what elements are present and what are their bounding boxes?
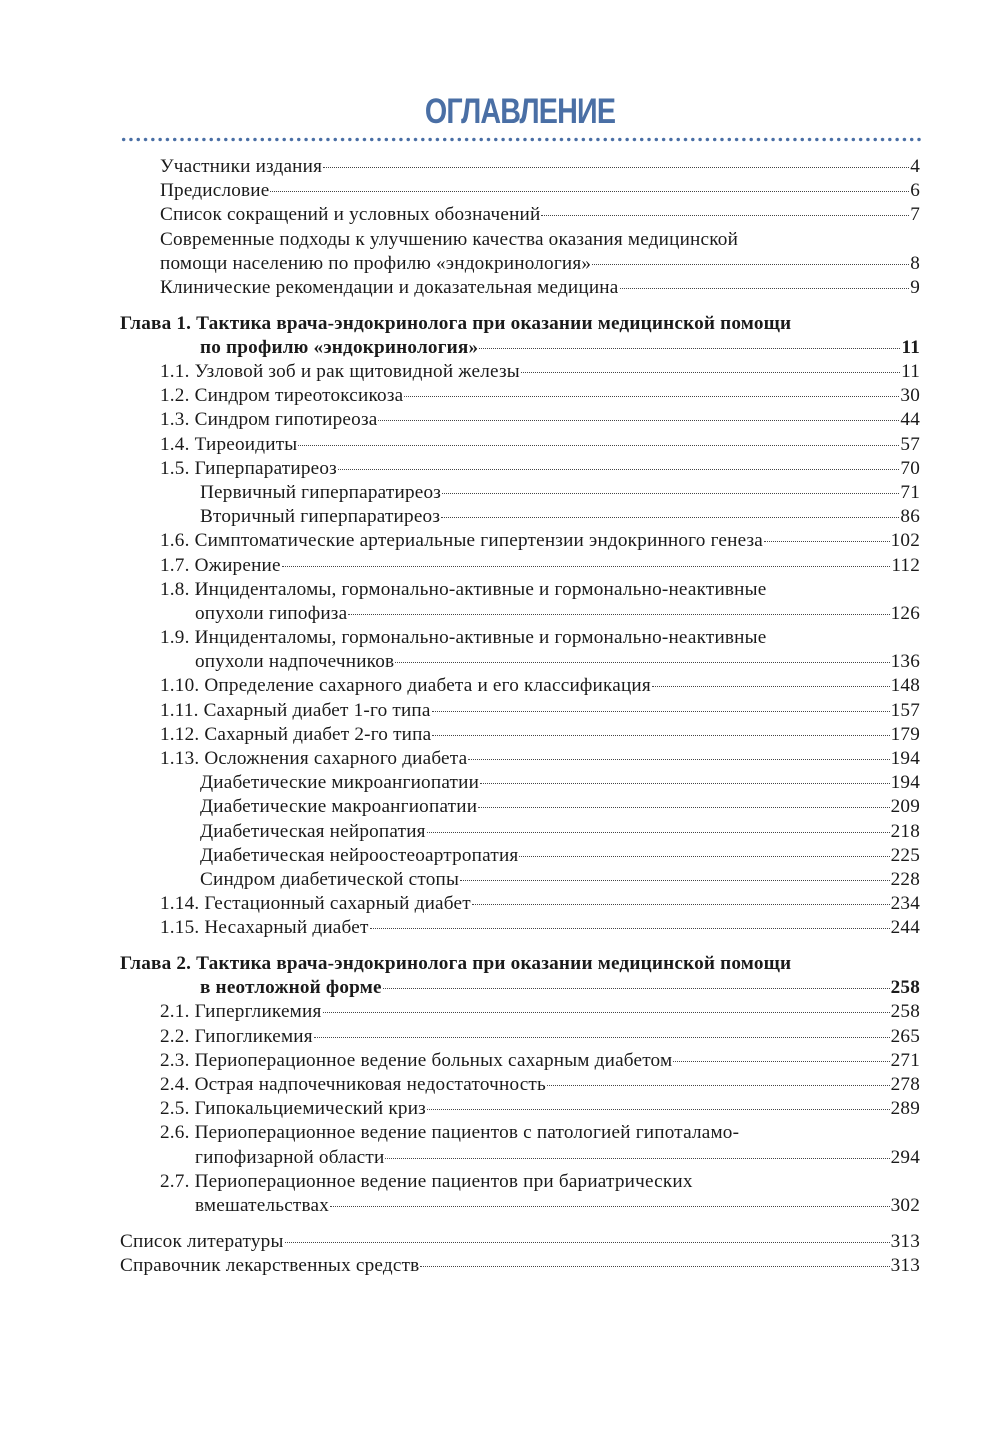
dot-leader xyxy=(460,880,890,881)
toc-entry[interactable] xyxy=(0,203,1000,227)
toc-entry[interactable] xyxy=(0,408,1000,432)
dot-leader xyxy=(395,662,889,663)
toc-entry-title: 2.7. Периоперационное ведение пациентов при бариатрических xyxy=(160,1170,693,1192)
toc-entry[interactable] xyxy=(0,433,1000,457)
dot-leader xyxy=(441,517,899,518)
toc-entry-line xyxy=(0,578,1000,602)
dot-leader xyxy=(404,396,899,397)
toc-entry[interactable] xyxy=(0,771,1000,795)
toc-entry[interactable] xyxy=(0,650,1000,674)
toc-entry-title: 1.12. Сахарный диабет 2-го типа xyxy=(160,723,432,745)
toc-entry[interactable] xyxy=(0,795,1000,819)
table-of-contents xyxy=(0,155,1000,1278)
dot-leader xyxy=(298,445,899,446)
toc-entry[interactable] xyxy=(0,747,1000,771)
toc-entry[interactable] xyxy=(0,723,1000,747)
page-number: 112 xyxy=(891,554,920,576)
toc-entry-line xyxy=(0,1170,1000,1194)
page-number: 136 xyxy=(890,651,920,673)
dot-leader xyxy=(378,420,899,421)
page-number: 86 xyxy=(900,506,920,528)
page-number: 102 xyxy=(890,530,920,552)
toc-entry[interactable] xyxy=(0,1097,1000,1121)
toc-entry[interactable] xyxy=(0,529,1000,553)
page-number: 258 xyxy=(890,1001,920,1023)
dot-leader xyxy=(541,215,909,216)
page-number: 228 xyxy=(890,868,920,890)
toc-entry[interactable] xyxy=(0,1025,1000,1049)
toc-entry[interactable] xyxy=(0,674,1000,698)
toc-entry-title: в неотложной форме xyxy=(200,977,382,999)
page-number: 294 xyxy=(890,1146,920,1168)
section-gap xyxy=(0,1218,1000,1230)
toc-entry-title: 1.9. Инциденталомы, гормонально-активные и гормонально-неактивные xyxy=(160,627,767,649)
page-number: 57 xyxy=(900,433,920,455)
toc-entry-title: опухоли надпочечников xyxy=(195,651,395,673)
page-number: 6 xyxy=(910,180,920,202)
toc-entry-line xyxy=(0,228,1000,252)
toc-entry-title: Участники издания xyxy=(160,156,323,177)
dot-leader xyxy=(427,1109,890,1110)
toc-entry-title: 1.1. Узловой зоб и рак щитовидной железы xyxy=(160,361,520,382)
toc-entry-title: 1.4. Тиреоидиты xyxy=(160,433,298,455)
toc-entry[interactable] xyxy=(0,699,1000,723)
toc-entry-title: Справочник лекарственных средств xyxy=(120,1254,420,1276)
toc-entry-title: 1.3. Синдром гипотиреоза xyxy=(160,409,378,431)
page-number: 7 xyxy=(910,204,920,226)
toc-entry-line xyxy=(0,626,1000,650)
page-number: 313 xyxy=(890,1230,920,1252)
dot-leader xyxy=(547,1085,890,1086)
page-number: 258 xyxy=(890,977,920,999)
toc-entry-title: 2.6. Периоперационное ведение пациентов с патологией гипоталамо- xyxy=(160,1122,740,1144)
page-number: 9 xyxy=(910,276,920,298)
toc-entry-title: 2.4. Острая надпочечниковая недостаточность xyxy=(160,1073,546,1095)
toc-entry-title: 1.14. Гестационный сахарный диабет xyxy=(160,893,471,915)
toc-entry[interactable] xyxy=(0,1073,1000,1097)
toc-entry-title: гипофизарной области xyxy=(195,1146,385,1168)
page-number: 157 xyxy=(890,699,920,721)
toc-entry-title: Список литературы xyxy=(120,1230,284,1252)
toc-entry[interactable] xyxy=(0,976,1000,1000)
toc-entry[interactable] xyxy=(0,844,1000,868)
toc-entry-title: 2.1. Гипергликемия xyxy=(160,1001,322,1023)
dot-leader xyxy=(764,541,890,542)
toc-entry[interactable] xyxy=(0,1254,1000,1278)
toc-entry-title: 2.2. Гипогликемия xyxy=(160,1025,313,1047)
dot-leader xyxy=(427,832,890,833)
page-number: 8 xyxy=(910,252,920,274)
toc-entry-title: Глава 1. Тактика врача-эндокринолога при оказании медицинской помощи xyxy=(120,312,792,334)
page-number: 289 xyxy=(890,1098,920,1120)
toc-entry-title: Диабетические микроангиопатии xyxy=(200,772,480,794)
toc-entry[interactable] xyxy=(0,554,1000,578)
toc-entry[interactable] xyxy=(0,602,1000,626)
dot-leader xyxy=(330,1206,890,1207)
dot-leader xyxy=(521,372,900,373)
toc-entry-title: 2.5. Гипокальциемический криз xyxy=(160,1098,426,1120)
dot-leader xyxy=(479,348,900,349)
toc-entry-title: 1.6. Симптоматические артериальные гипертензии эндокринного генеза xyxy=(160,530,764,552)
toc-entry[interactable] xyxy=(0,179,1000,203)
dot-leader xyxy=(519,856,889,857)
dot-leader xyxy=(314,1037,890,1038)
page-title: ОГЛАВЛЕНИЕ xyxy=(424,92,616,131)
toc-entry[interactable] xyxy=(0,457,1000,481)
toc-entry-title: 1.8. Инциденталомы, гормонально-активные и гормонально-неактивные xyxy=(160,578,767,600)
toc-entry[interactable] xyxy=(0,820,1000,844)
dot-leader xyxy=(370,928,890,929)
dot-leader xyxy=(383,988,890,989)
page-number: 313 xyxy=(890,1254,920,1276)
page-number: 194 xyxy=(890,748,920,769)
dot-leader xyxy=(385,1158,889,1159)
page-number: 70 xyxy=(900,457,920,479)
section-gap xyxy=(0,300,1000,312)
toc-entry-title: 1.5. Гиперпаратиреоз xyxy=(160,457,337,479)
page-number: 218 xyxy=(890,820,920,842)
toc-entry-title: Современные подходы к улучшению качества оказания медицинской xyxy=(160,228,739,250)
toc-entry-title: по профилю «эндокринология» xyxy=(200,336,479,358)
dot-leader xyxy=(620,288,910,289)
dot-leader xyxy=(282,566,891,567)
page-number: 278 xyxy=(890,1073,920,1095)
toc-entry-title: 2.3. Периоперационное ведение больных сахарным диабетом xyxy=(160,1049,673,1071)
page-number: 11 xyxy=(901,361,920,382)
page-number: 302 xyxy=(890,1194,920,1216)
page-number: 179 xyxy=(890,723,920,745)
dot-leader xyxy=(432,711,890,712)
toc-entry-title: Диабетическая нейропатия xyxy=(200,820,426,842)
toc-entry[interactable] xyxy=(0,155,1000,179)
dot-leader xyxy=(348,614,889,615)
toc-entry[interactable] xyxy=(0,360,1000,384)
page-number: 234 xyxy=(890,893,920,915)
toc-entry-title: Диабетическая нейроостеоартропатия xyxy=(200,844,519,866)
page-number: 209 xyxy=(890,796,920,818)
toc-entry[interactable] xyxy=(0,1230,1000,1254)
dot-leader xyxy=(338,469,899,470)
toc-entry[interactable] xyxy=(0,868,1000,892)
dotted-divider xyxy=(120,137,922,142)
toc-entry-title: помощи населению по профилю «эндокринология» xyxy=(160,252,592,274)
toc-entry-title: 1.13. Осложнения сахарного диабета xyxy=(160,748,468,769)
toc-entry[interactable] xyxy=(0,1194,1000,1218)
toc-entry[interactable] xyxy=(0,276,1000,300)
dot-leader xyxy=(592,264,909,265)
dot-leader xyxy=(323,167,909,168)
toc-entry[interactable] xyxy=(0,252,1000,276)
page-number: 271 xyxy=(890,1049,920,1071)
dot-leader xyxy=(478,807,889,808)
page-number: 44 xyxy=(900,409,920,431)
toc-entry[interactable] xyxy=(0,916,1000,940)
page-number: 225 xyxy=(890,844,920,866)
toc-entry-title: 1.10. Определение сахарного диабета и его классификация xyxy=(160,675,651,697)
toc-entry[interactable] xyxy=(0,1049,1000,1073)
toc-entry-line xyxy=(0,312,1000,336)
toc-entry-title: 1.11. Сахарный диабет 1-го типа xyxy=(160,699,431,721)
dot-leader xyxy=(442,493,899,494)
toc-entry-title: Список сокращений и условных обозначений xyxy=(160,204,541,226)
page-number: 30 xyxy=(900,385,920,407)
toc-entry-title: опухоли гипофиза xyxy=(195,602,348,624)
dot-leader xyxy=(270,191,909,192)
toc-entry-title: Синдром диабетической стопы xyxy=(200,868,460,890)
toc-entry[interactable] xyxy=(0,1000,1000,1024)
page-number: 4 xyxy=(910,156,920,177)
section-gap xyxy=(0,941,1000,953)
toc-entry-title: 1.7. Ожирение xyxy=(160,554,281,576)
toc-entry-line xyxy=(0,1121,1000,1145)
toc-entry-title: Глава 2. Тактика врача-эндокринолога при оказании медицинской помощи xyxy=(120,953,792,974)
toc-entry[interactable] xyxy=(0,336,1000,360)
dot-leader xyxy=(673,1061,889,1062)
page-number: 265 xyxy=(890,1025,920,1047)
page-number: 148 xyxy=(890,675,920,697)
toc-entry-title: Предисловие xyxy=(160,180,270,202)
page-number: 194 xyxy=(890,772,920,794)
dot-leader xyxy=(323,1012,890,1013)
page-number: 244 xyxy=(890,917,920,939)
toc-entry[interactable] xyxy=(0,1146,1000,1170)
dot-leader xyxy=(480,783,890,784)
dot-leader xyxy=(468,759,889,760)
toc-entry-title: 1.15. Несахарный диабет xyxy=(160,917,369,939)
toc-entry-line xyxy=(0,952,1000,976)
page-number: 71 xyxy=(900,481,920,503)
page-number: 126 xyxy=(890,602,920,624)
toc-entry-title: Первичный гиперпаратиреоз xyxy=(200,481,442,503)
toc-entry[interactable] xyxy=(0,505,1000,529)
dot-leader xyxy=(420,1266,889,1267)
dot-leader xyxy=(285,1242,890,1243)
page-number: 11 xyxy=(901,336,920,358)
toc-entry-title: Вторичный гиперпаратиреоз xyxy=(200,506,441,528)
toc-entry[interactable] xyxy=(0,892,1000,916)
toc-entry[interactable] xyxy=(0,384,1000,408)
toc-entry-title: вмешательствах xyxy=(195,1194,330,1216)
toc-entry-title: Клинические рекомендации и доказательная медицина xyxy=(160,276,619,298)
dot-leader xyxy=(472,904,890,905)
dot-leader xyxy=(432,735,889,736)
toc-entry-title: Диабетические макроангиопатии xyxy=(200,796,478,818)
toc-entry-title: 1.2. Синдром тиреотоксикоза xyxy=(160,385,404,407)
dot-leader xyxy=(652,686,890,687)
toc-entry[interactable] xyxy=(0,481,1000,505)
